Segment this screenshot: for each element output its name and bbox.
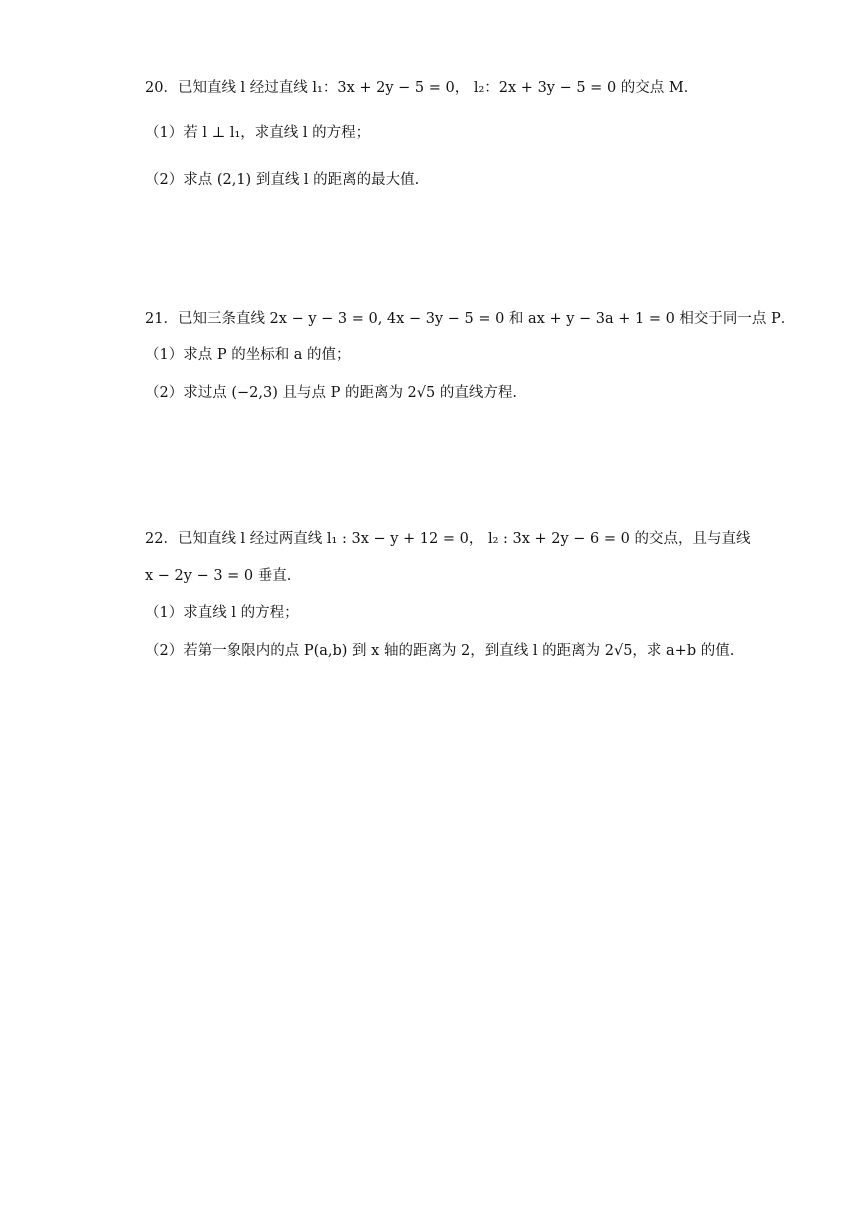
problem-20-stem: 20．已知直线 l 经过直线 l₁：3x + 2y − 5 = 0， l₂：2x + 3y − 5 = 0 的交点 M． (145, 80, 699, 96)
problem-22-part-2: （2）若第一象限内的点 P(a,b) 到 x 轴的距离为 2，到直线 l 的距离为 2√5，求 a+b 的值. (145, 643, 735, 659)
problem-20-part-1: （1）若 l ⊥ l₁，求直线 l 的方程； (145, 125, 371, 141)
problem-21-stem: 21．已知三条直线 2x − y − 3 = 0, 4x − 3y − 5 = 0 和 ax + y − 3a + 1 = 0 相交于同一点 P． (145, 311, 796, 327)
problem-22-part-1: （1）求直线 l 的方程； (145, 605, 299, 621)
problem-21-part-1: （1）求点 P 的坐标和 a 的值； (145, 347, 351, 363)
problem-22-stem-continued: x − 2y − 3 = 0 垂直. (145, 568, 292, 584)
problem-21-part-2: （2）求过点 (−2,3) 且与点 P 的距离为 2√5 的直线方程. (145, 385, 517, 401)
problem-20-part-2: （2）求点 (2,1) 到直线 l 的距离的最大值. (145, 172, 420, 188)
problem-22-stem: 22．已知直线 l 经过两直线 l₁ : 3x − y + 12 = 0， l₂ : 3x + 2y − 6 = 0 的交点，且与直线 (145, 531, 751, 547)
